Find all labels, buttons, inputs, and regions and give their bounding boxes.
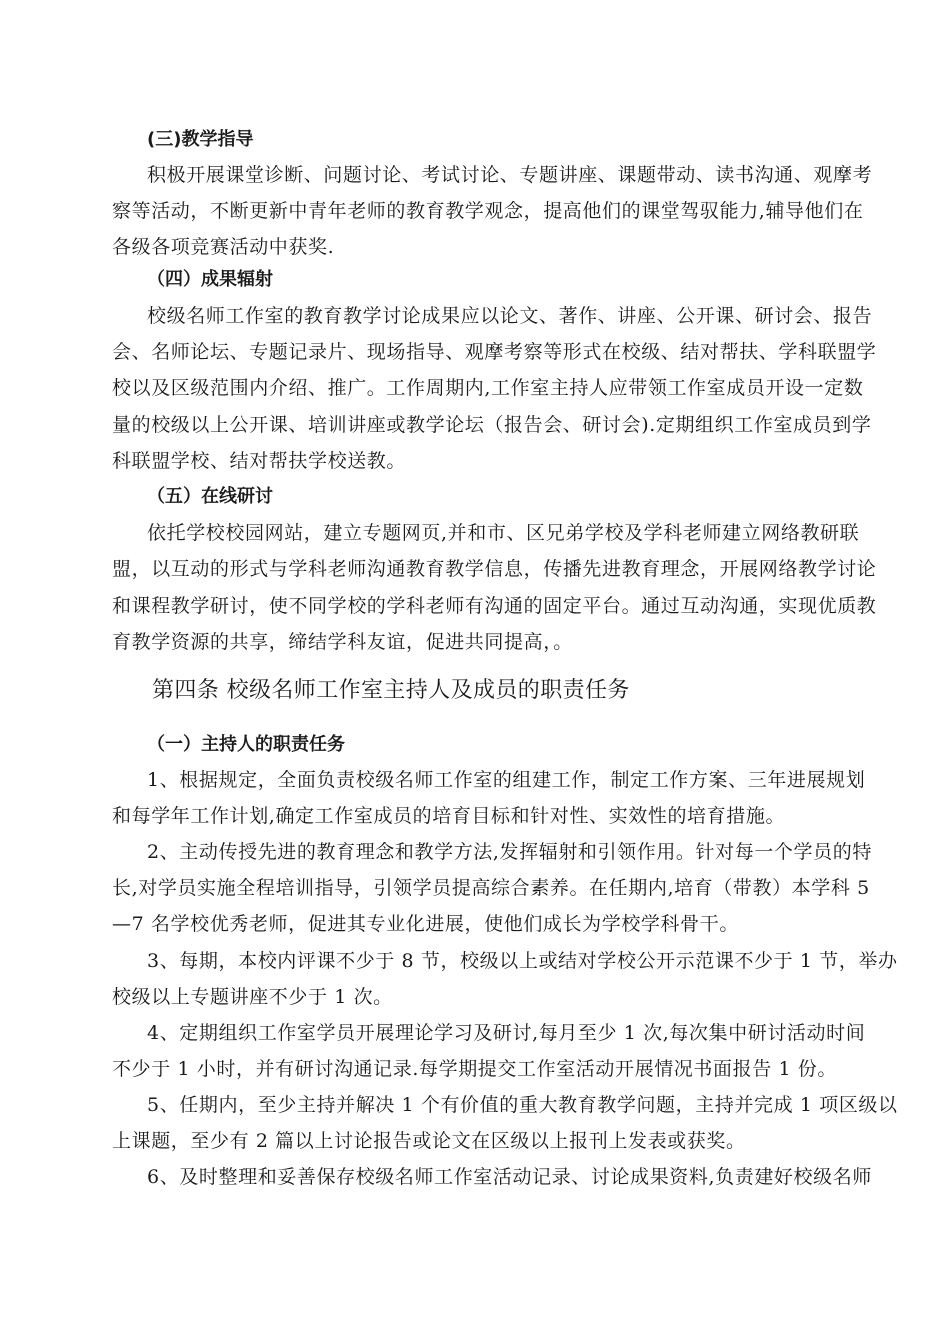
- paragraph-line: 5、任期内，至少主持并解决 1 个有价值的重大教育教学问题，主持并完成 1 项区级以: [147, 1094, 898, 1116]
- paragraph-line: 1、根据规定，全面负责校级名师工作室的组建工作，制定工作方案、三年进展规划: [147, 769, 866, 791]
- paragraph-line: 量的校级以上公开课、培训讲座或教学论坛（报告会、研讨会).定期组织工作室成员到学: [112, 414, 872, 436]
- paragraph-line: 科联盟学校、结对帮扶学校送教。: [112, 450, 407, 472]
- paragraph-line: 上课题，至少有 2 篇以上讨论报告或论文在区级以上报刊上发表或获奖。: [112, 1130, 746, 1152]
- paragraph-line: 依托学校校园网站，建立专题网页,并和市、区兄弟学校及学科老师建立网络教研联: [147, 522, 860, 544]
- paragraph-line: 察等活动，不断更新中青年老师的教育教学观念，提高他们的课堂驾驭能力,辅导他们在: [112, 200, 864, 222]
- paragraph-line: 各级各项竞赛活动中获奖.: [112, 236, 335, 258]
- paragraph-line: 6、及时整理和妥善保存校级名师工作室活动记录、讨论成果资料,负责建好校级名师: [147, 1166, 872, 1188]
- paragraph-line: 和每学年工作计划,确定工作室成员的培育目标和针对性、实效性的培育措施。: [112, 805, 786, 827]
- paragraph-line: 校级名师工作室的教育教学讨论成果应以论文、著作、讲座、公开课、研讨会、报告: [147, 305, 873, 327]
- article-title: 第四条 校级名师工作室主持人及成员的职责任务: [152, 678, 630, 703]
- section-heading-host-duties: （一）主持人的职责任务: [147, 734, 345, 755]
- paragraph-line: 盟，以互动的形式与学科老师沟通教育教学信息，传播先进教育理念，开展网络教学讨论: [112, 558, 877, 580]
- paragraph-line: 4、定期组织工作室学员开展理论学习及研讨,每月至少 1 次,每次集中研讨活动时间: [147, 1022, 866, 1044]
- paragraph-line: —7 名学校优秀老师，促进其专业化进展，使他们成长为学校学科骨干。: [112, 913, 739, 935]
- paragraph-line: 长,对学员实施全程培训指导，引领学员提高综合素养。在任期内,培育（带教）本学科 5: [112, 877, 870, 899]
- paragraph-line: 2、主动传授先进的教育理念和教学方法,发挥辐射和引领作用。针对每一个学员的特: [147, 841, 872, 863]
- paragraph-line: 不少于 1 小时，并有研讨沟通记录.每学期提交工作室活动开展情况书面报告 1 份。: [112, 1058, 837, 1080]
- paragraph-line: 校以及区级范围内介绍、推广。工作周期内,工作室主持人应带领工作室成员开设一定数: [112, 377, 864, 399]
- paragraph-line: 校级以上专题讲座不少于 1 次。: [112, 986, 393, 1008]
- section-heading-results-radiation: （四）成果辐射: [147, 269, 273, 290]
- paragraph-line: 会、名师论坛、专题记录片、现场指导、观摩考察等形式在校级、结对帮扶、学科联盟学: [112, 341, 877, 363]
- paragraph-line: 积极开展课堂诊断、问题讨论、考试讨论、专题讲座、课题带动、读书沟通、观摩考: [147, 164, 873, 186]
- paragraph-line: 3、每期，本校内评课不少于 8 节，校级以上或结对学校公开示范课不少于 1 节，举办: [147, 950, 898, 972]
- paragraph-line: 育教学资源的共享，缔结学科友谊，促进共同提高，。: [112, 631, 573, 653]
- section-heading-online-research: （五）在线研讨: [147, 486, 273, 507]
- paragraph-line: 和课程教学研讨，使不同学校的学科老师有沟通的固定平台。通过互动沟通，实现优质教: [112, 595, 877, 617]
- section-heading-teaching-guidance: (三)教学指导: [147, 129, 254, 150]
